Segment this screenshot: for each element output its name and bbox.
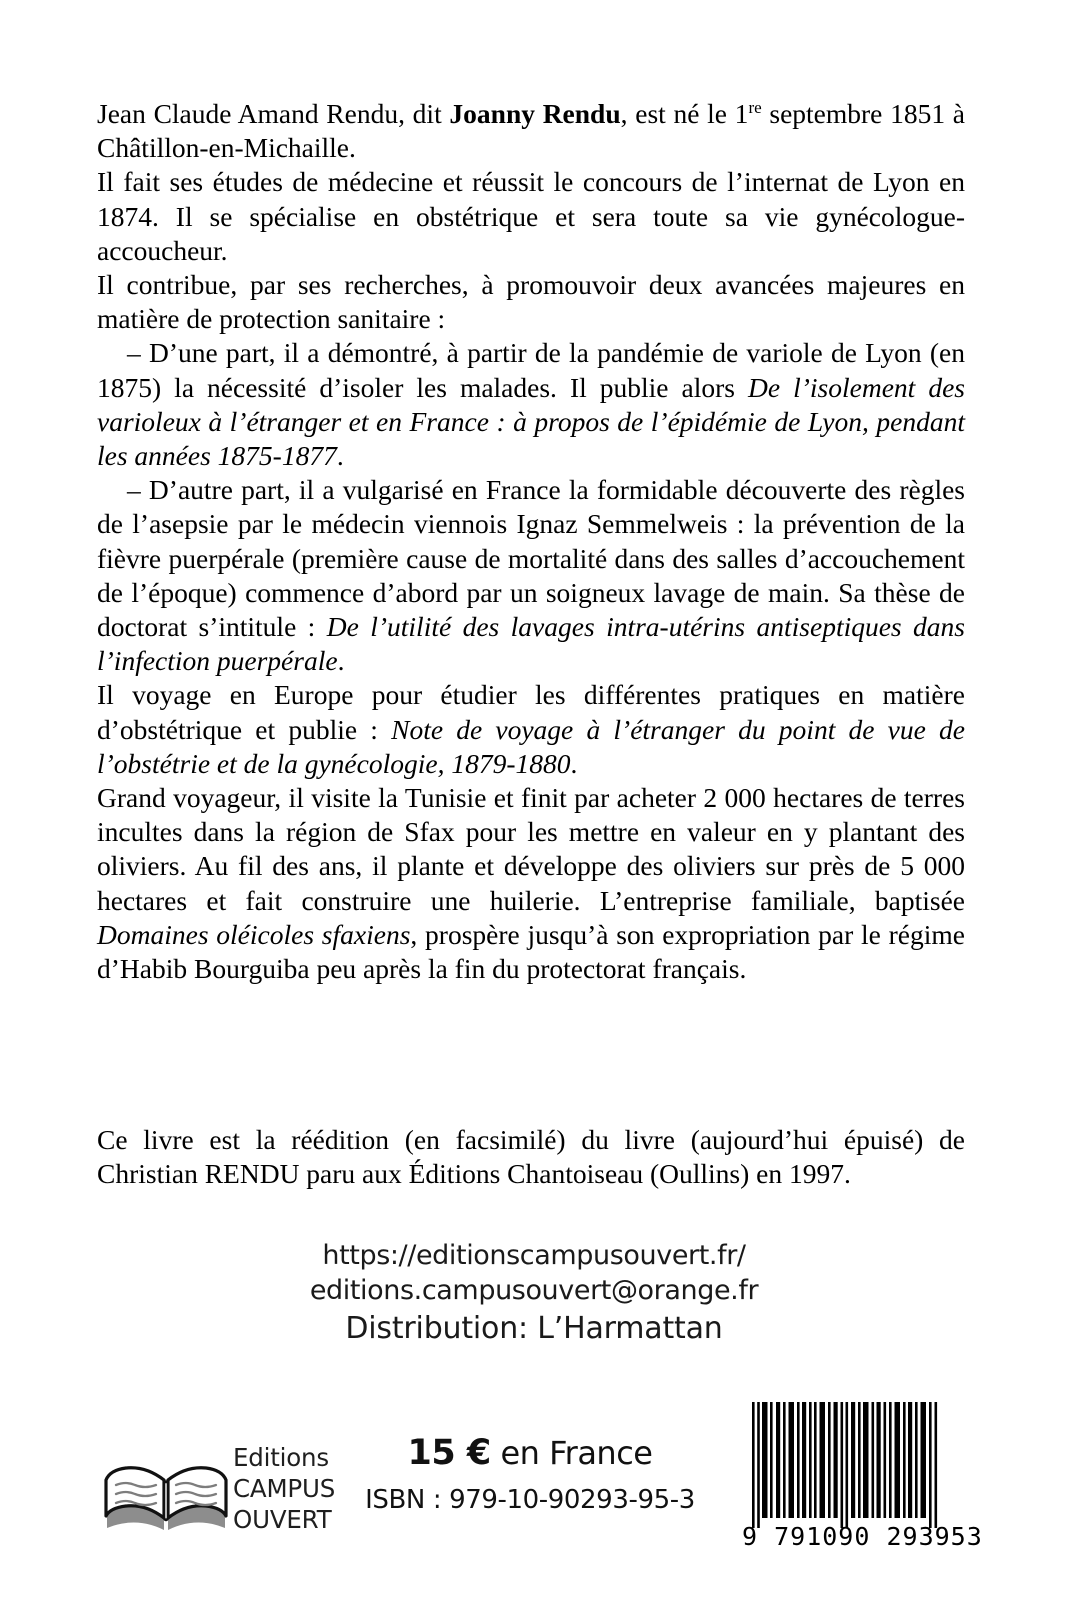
paragraph-studies-text: Il fait ses études de médecine et réussit le concours de l’internat de Lyon en 1874. Il se spécialise en obstétrique et sera toute sa vie gynécologue-accoucheur. [97,166,965,266]
price-amount: 15 [407,1433,456,1473]
author-given-names: Jean Claude Amand Rendu, dit [97,98,450,129]
publisher-email-link[interactable]: editions.campusouvert@orange.fr [309,1275,759,1306]
paragraph-dash-item-2 [97,473,965,678]
travel-europe-period: . [570,747,578,779]
contact-block [0,1238,1068,1350]
dash-item-2-text: – D’autre part, il a vulgarisé en France la formidable découverte des règles de l’asepsie par le médecin viennois Ignaz Semmelweis : la prévention de la fièvre puerpérale (première cause de mortalité dans des salles d’accouchement de l’époque) commence d’abord par un soigneux lavage de main. Sa thèse de doctorat s’intitule : [97,474,965,643]
barcode-group [742,1400,983,1575]
open-book-icon [102,1440,230,1540]
paragraph-dash-item-1 [97,336,965,473]
publisher-logo-group [100,1422,340,1552]
price-isbn-group [355,1430,705,1518]
bottom-band [0,1400,1068,1600]
dash-item-1-text: – D’une part, il a démontré, à partir de la pandémie de variole de Lyon (en 1875) la nécessité d’isoler les malades. Il publie alors [97,337,965,403]
isbn-label: ISBN : 979-10-90293-95-3 [365,1485,695,1515]
ordinal-suffix: re [748,97,762,117]
price-label [355,1430,705,1476]
work-title-lavages: De l’utilité des lavages intra-utérins antiseptiques dans l’infection puerpérale [97,611,966,677]
tunisia-text-start: Grand voyageur, il visite la Tunisie et finit par acheter 2 000 hectares de terres incultes dans la région de Sfax pour les mettre en valeur en y plantant des oliviers. Au fil des ans, il plante et développe des oliviers sur près de 5 000 hectares et fait construire une huilerie. L’entreprise familiale, baptisée [97,782,965,916]
publisher-website-link[interactable]: https://editionscampusouvert.fr/ [322,1240,746,1271]
price-scope: en France [490,1434,653,1472]
reissue-note: Ce livre est la réédition (en facsimilé) du livre (aujourd’hui épuisé) de Christian RENDU paru aux Éditions Chantoiseau (Oullins) en 1997. [97,1124,965,1190]
dash-item-1-period: . [336,440,344,472]
paragraph-contribution-intro [97,268,965,336]
publisher-name-line-3: OUVERT [233,1505,332,1534]
travel-europe-text: Il voyage en Europe pour étudier les différentes pratiques en matière d’obstétrique et publie : [97,679,965,745]
paragraph-biography [97,97,965,165]
paragraph-travel-europe [97,678,965,781]
publisher-name-line-2: CAMPUS [233,1474,336,1503]
paragraph-contribution-intro-text: Il contribue, par ses recherches, à promouvoir deux avancées majeures en matière de protection sanitaire : [97,269,965,335]
company-name-domaines: Domaines oléicoles sfaxiens [97,918,411,950]
paragraph-tunisia [97,781,965,986]
paragraph-studies [97,165,965,268]
barcode-digits: 9 791090 293953 [742,1522,983,1551]
tunisia-text-end: , prospère jusqu’à son expropriation par le régime d’Habib Bourguiba peu après la fin du protectorat français. [97,918,965,985]
work-title-isolement: De l’isolement des varioleux à l’étranger et en France : à propos de l’épidémie de Lyon, pendant les années 1875-1877 [97,371,966,472]
birth-phrase-end: septembre 1851 à Châtillon-en-Michaille. [97,98,965,164]
blurb-text-block [97,97,965,986]
publisher-name-line-1: Editions [233,1443,329,1472]
barcode-bars [742,1400,947,1530]
birth-phrase-start: , est né le 1 [620,98,749,129]
publisher-name-block [233,1442,353,1535]
dash-item-2-period: . [337,645,345,677]
author-pen-name: Joanny Rendu [449,98,621,129]
work-title-note-voyage: Note de voyage à l’étranger du point de vue de l’obstétrie et de la gynécologie, 1879-1880 [97,713,965,779]
distribution-label: Distribution: L’Harmattan [345,1311,723,1346]
price-currency-symbol: € [455,1433,491,1473]
